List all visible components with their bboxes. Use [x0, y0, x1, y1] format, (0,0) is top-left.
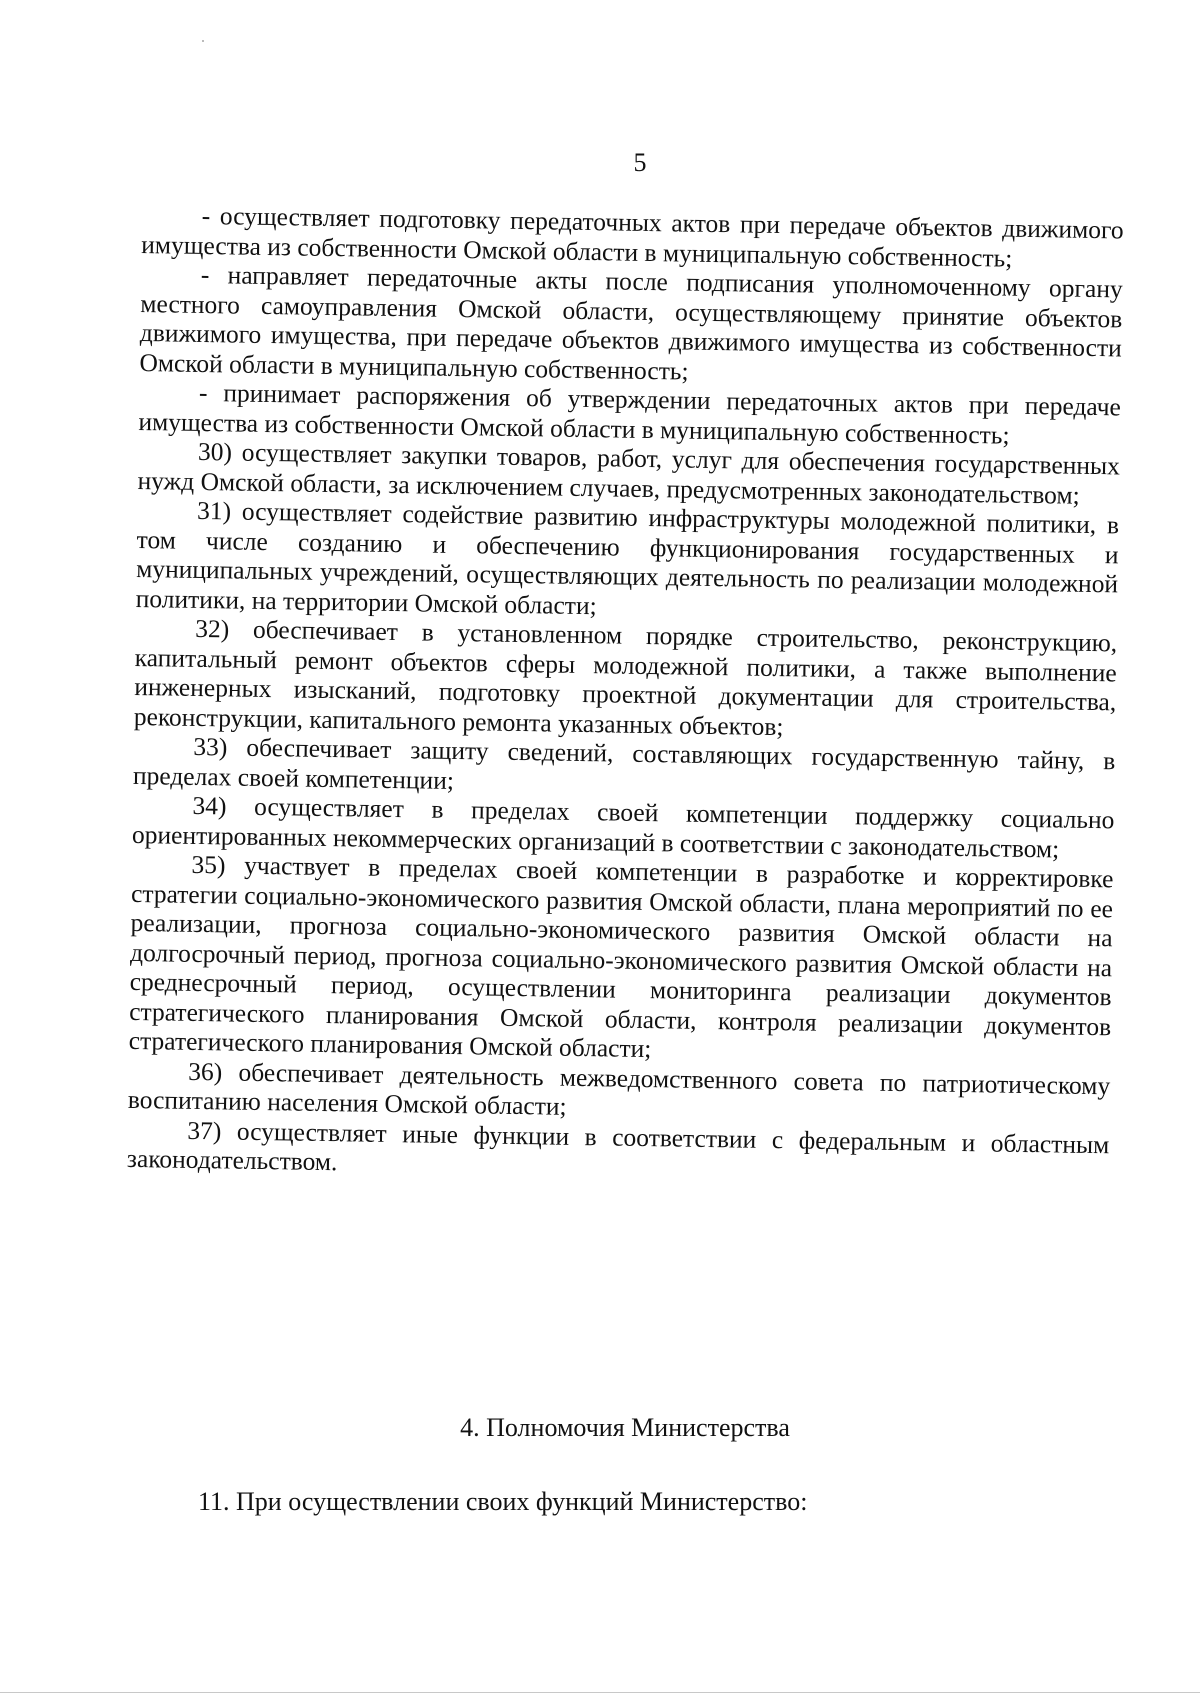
paragraph-item-36: 36) обеспечивает деятельность межведомственного совета по патриотическому воспитанию населения Омской области;: [127, 1056, 1111, 1121]
paragraph-transfer-acts-sending: - направляет передаточные акты после подписания уполномоченному органу местного самоуправления Омской области, осуществляющему принятие объектов движимого имущества, при передаче объектов движимого имущества из собственности Омской области в муниципальную собственность;: [139, 259, 1123, 386]
paragraph-item-34: 34) осуществляет в пределах своей компетенции поддержку социально ориентированных некоммерческих организаций в соответствии с законодательством;: [131, 790, 1115, 863]
paragraph-transfer-acts-preparation: - осуществляет подготовку передаточных актов при передаче объектов движимого имущества из собственности Омской области в муниципальную собственность;: [141, 200, 1124, 273]
paragraph-transfer-acts-orders: - принимает распоряжения об утверждении передаточных актов при передаче имущества из собственности Омской области в муниципальную собственность;: [138, 377, 1122, 450]
section-heading: 4. Полномочия Министерства: [460, 1413, 790, 1442]
scan-speck: [202, 40, 204, 42]
paragraph-item-33: 33) обеспечивает защиту сведений, составляющих государственную тайну, в пределах своей компетенции;: [132, 731, 1116, 795]
paragraph-item-31: 31) осуществляет содействие развитию инфраструктуры молодежной политики, в том числе созданию и обеспечению функционирования государственных и муниципальных учреждений, осуществляющих деятельность по реализации молодежной политики, на территории Омской области;: [135, 495, 1120, 620]
paragraph-item-35: 35) участвует в пределах своей компетенции в разработке и корректировке стратегии социально-экономического развития Омской области, плана мероприятий по ее реализации, прогноза социально-экономического развития Омской области на долгосрочный период, прогноза социально-экономического развития Омской области на среднесрочный период, осуществлении мониторинга реализации документов стратегического планирования Омской области, контроля реализации документов стратегического планирования Омской области;: [128, 849, 1114, 1064]
body-text: [127, 200, 1124, 1189]
clause-11: 11. При осуществлении своих функций Министерство:: [198, 1487, 808, 1516]
paragraph-item-32: 32) обеспечивает в установленном порядке строительство, реконструкцию, капитальный ремонт объектов сферы молодежной политики, а также выполнение инженерных изысканий, подготовку проектной документации для строительства, реконструкции, капитального ремонта указанных объектов;: [133, 613, 1118, 741]
page-number: 5: [633, 148, 647, 177]
paragraph-item-30: 30) осуществляет закупки товаров, работ, услуг для обеспечения государственных нужд Омской области, за исключением случаев, предусмотренных законодательством;: [137, 436, 1121, 510]
scan-edge-line: [0, 1692, 1200, 1693]
paragraph-item-37: 37) осуществляет иные функции в соответствии с федеральным и областным законодательством.: [126, 1115, 1110, 1177]
